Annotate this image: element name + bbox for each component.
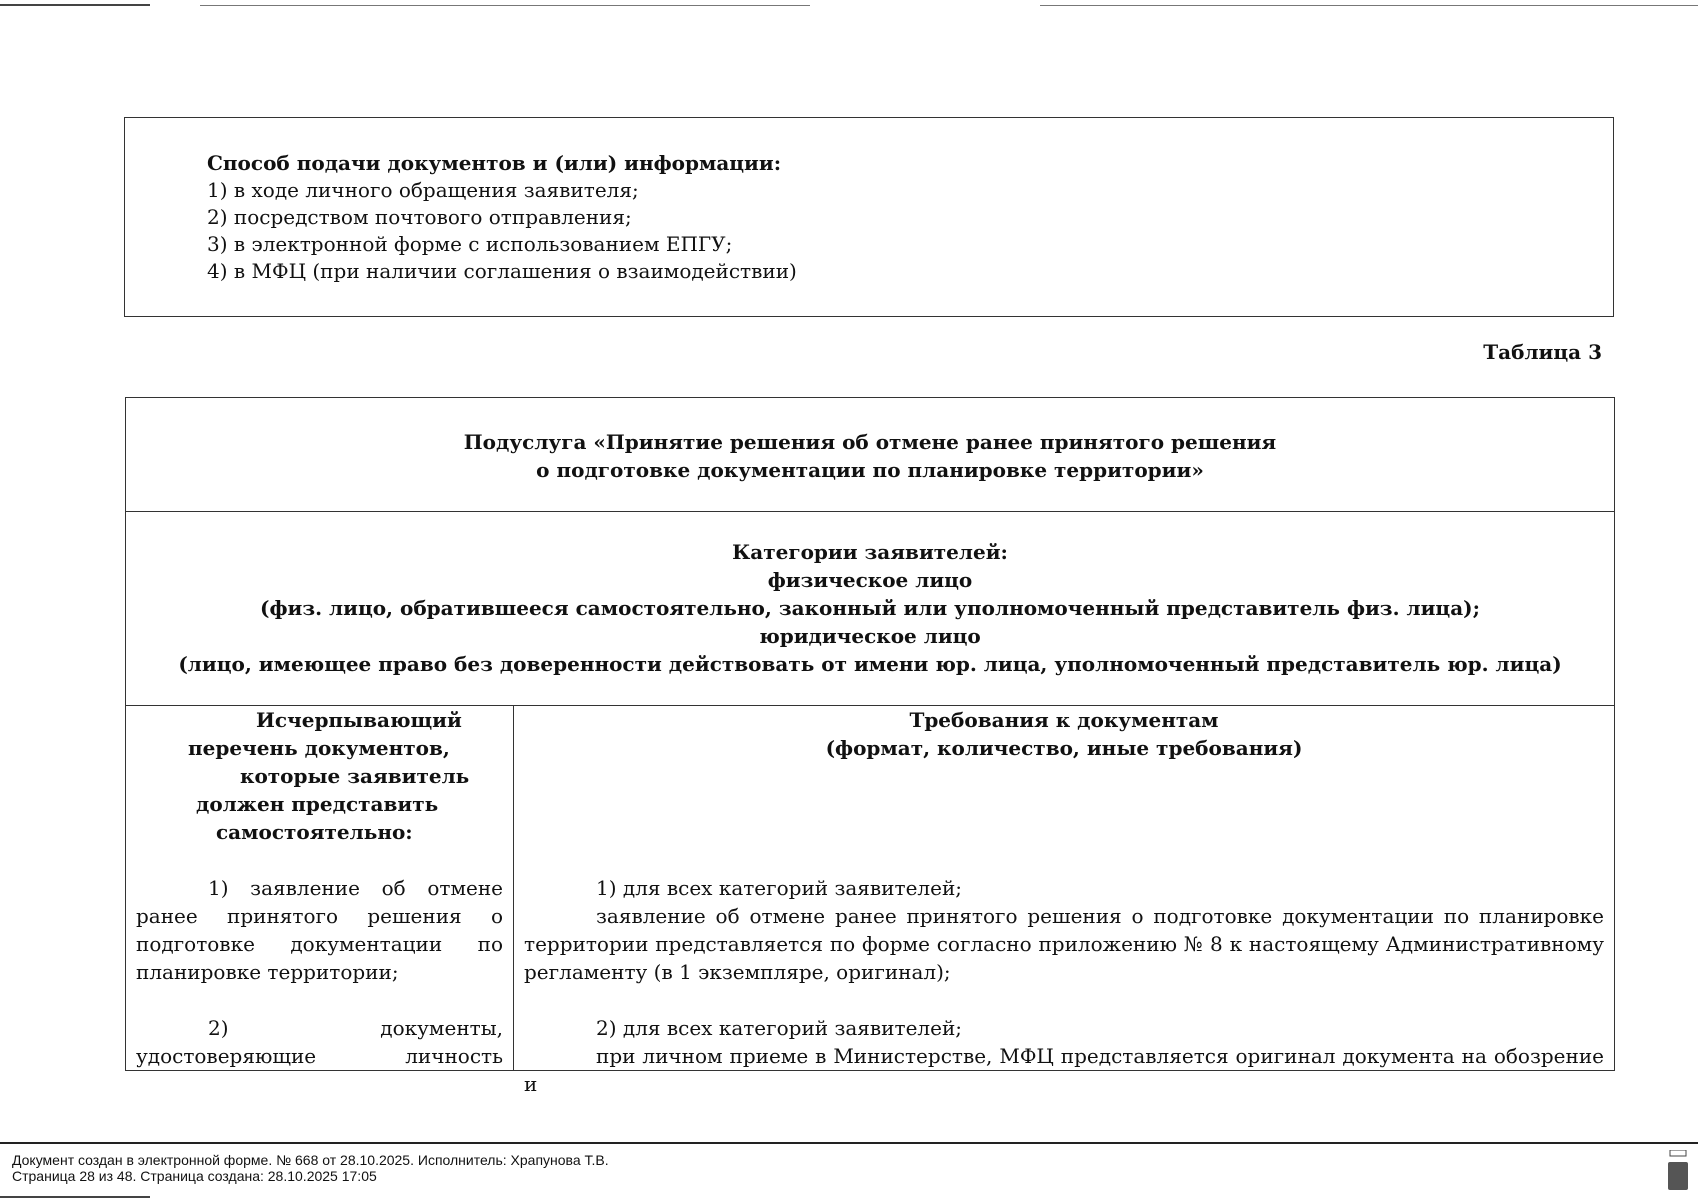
applicant-categories-line: (лицо, имеющее право без доверенности действовать от имени юр. лица, уполномоченный представитель юр. лица)	[178, 652, 1562, 676]
requirement-body: при личном приеме в Министерстве, МФЦ представляется оригинал документа на обозрение и	[524, 1044, 1604, 1096]
submission-methods-box	[124, 117, 1614, 317]
stamp-icon	[1668, 1150, 1688, 1190]
submission-methods-content	[207, 150, 797, 285]
applicant-categories-line: физическое лицо	[767, 568, 973, 592]
subservice-title-line: о подготовке документации по планировке территории»	[536, 458, 1204, 482]
requirements-header-line: Требования к документам	[909, 708, 1219, 732]
documents-list-header-line: должен представить	[196, 792, 439, 816]
table-3	[125, 397, 1615, 1096]
submission-method-item: 2) посредством почтового отправления;	[207, 205, 632, 229]
scan-edge-line	[200, 5, 810, 6]
column-divider	[513, 706, 514, 1070]
scan-edge-line	[1040, 5, 1698, 6]
applicant-categories-line: юридическое лицо	[759, 624, 981, 648]
document-item: 1) заявление об отмене ранее принятого решения о подготовке документации по планировке территории;	[136, 876, 503, 984]
documents-list-header	[136, 706, 503, 874]
documents-list-header-line: перечень документов,	[188, 736, 450, 760]
footer-text	[12, 1152, 609, 1184]
submission-methods-title: Способ подачи документов и (или) информации:	[207, 151, 782, 175]
applicant-categories-row	[126, 512, 1614, 706]
requirements-column	[524, 706, 1604, 1098]
requirement-head: 2) для всех категорий заявителей;	[596, 1016, 963, 1040]
applicant-categories-line: (физ. лицо, обратившееся самостоятельно, законный или уполномоченный представитель физ. лица);	[259, 596, 1481, 620]
documents-list-column	[136, 706, 503, 1070]
submission-method-item: 1) в ходе личного обращения заявителя;	[207, 178, 639, 202]
requirements-header-line: (формат, количество, иные требования)	[825, 736, 1303, 760]
requirement-head: 1) для всех категорий заявителей;	[596, 876, 963, 900]
document-footer	[0, 1142, 1698, 1184]
subservice-title-row	[126, 398, 1614, 512]
footer-line: Страница 28 из 48. Страница создана: 28.10.2025 17:05	[12, 1168, 377, 1184]
documents-list-header-line: Исчерпывающий	[256, 708, 462, 732]
requirements-header	[524, 706, 1604, 874]
documents-list-header-line: которые заявитель	[240, 764, 470, 788]
scan-edge-line	[0, 1196, 150, 1198]
documents-list-header-line: самостоятельно:	[216, 820, 413, 844]
subservice-title-line: Подуслуга «Принятие решения об отмене ранее принятого решения	[463, 430, 1277, 454]
scan-edge-line	[0, 4, 150, 6]
table-label: Таблица 3	[1483, 340, 1602, 364]
applicant-categories-line: Категории заявителей:	[732, 540, 1008, 564]
footer-line: Документ создан в электронной форме. № 668 от 28.10.2025. Исполнитель: Храпунова Т.В.	[12, 1152, 609, 1168]
submission-method-item: 4) в МФЦ (при наличии соглашения о взаимодействии)	[207, 259, 797, 283]
submission-method-item: 3) в электронной форме с использованием ЕПГУ;	[207, 232, 733, 256]
document-item: 2) документы, удостоверяющие личность	[136, 1016, 503, 1068]
requirement-body: заявление об отмене ранее принятого решения о подготовке документации по планировке территории представляется по форме согласно приложению № 8 к настоящему Административному регламенту (в 1 экземпляре, оригинал);	[524, 904, 1604, 984]
